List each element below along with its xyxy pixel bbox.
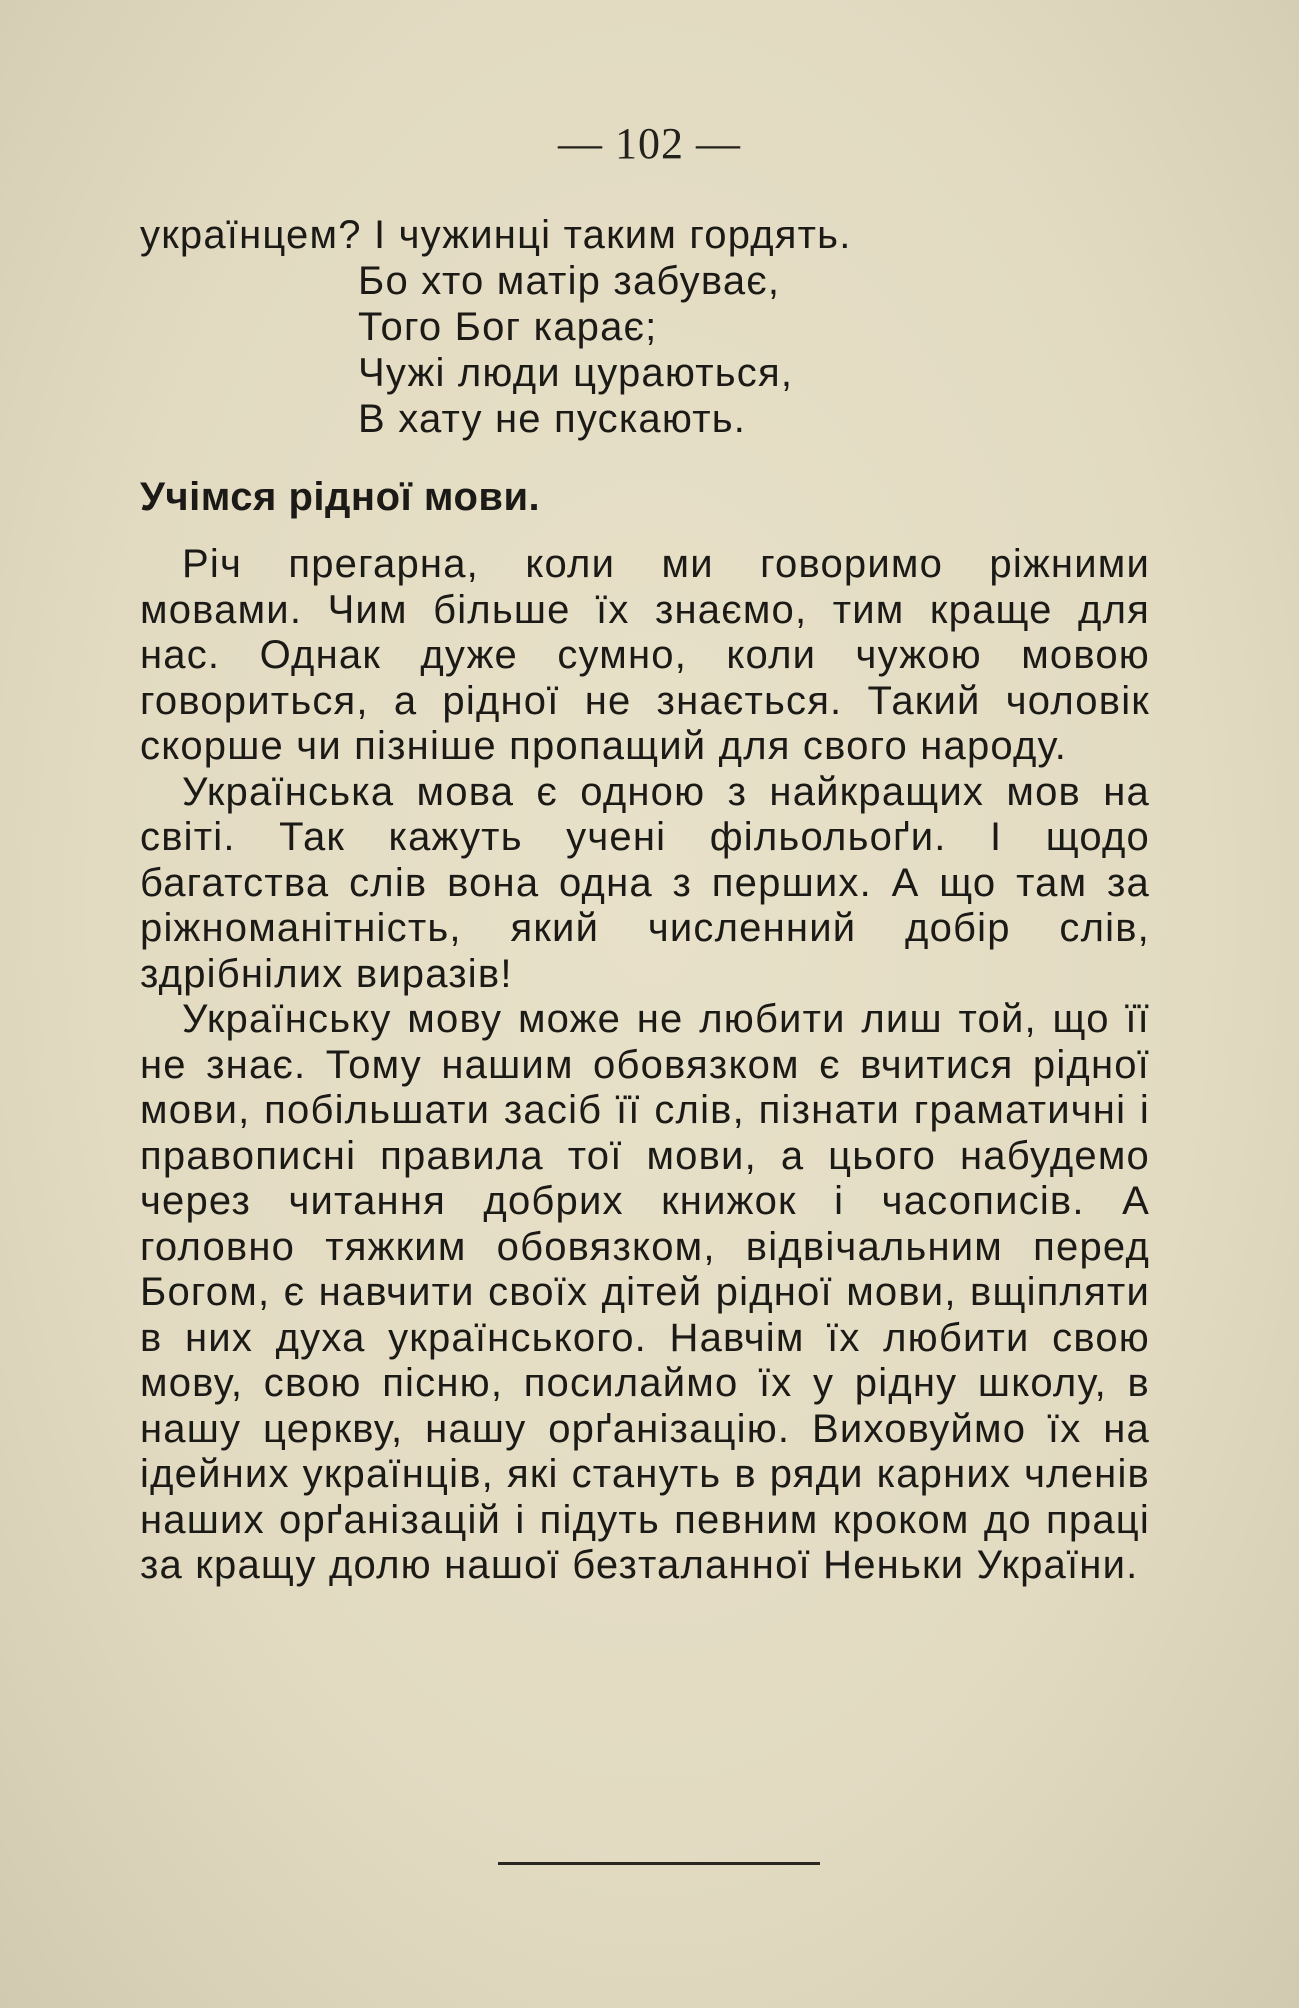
continued-line: українцем? І чужинці таким гордять. — [140, 213, 852, 257]
section-divider — [498, 1862, 820, 1865]
paragraph: Українська мова є одною з найкращих мов на світі. Так кажуть учені фільольоґи. І щодо багатства слів вона одна з перших. А що там за ріжноманітність, який численний добір слів, здрібнілих виразів! — [140, 769, 1150, 996]
page-number: — 102 — — [558, 119, 741, 168]
poem-line: Того Бог карає; — [358, 305, 658, 349]
paragraph: Річ прегарна, коли ми говоримо ріжними мовами. Чим більше їх знаємо, тим краще для нас. Однак дуже сумно, коли чужою мовою говориться, а рідної не знається. Такий чоловік скорше чи пізніше пропащий для свого народу. — [140, 542, 1150, 768]
page-text — [140, 212, 1150, 1589]
poem-line: Чужі люди цураються, — [358, 351, 794, 395]
section-heading: Учімся рідної мови. — [140, 475, 541, 519]
poem-line: В хату не пускають. — [358, 397, 747, 441]
paragraph: Українську мову може не любити лиш той, що її не знає. Тому нашим обовязком є вчитися рідної мови, побільшати засіб її слів, пізнати граматичні і правописні правила тої мови, а цього набудемо через читання добрих книжок і часописів. А головно тяжким обовязком, відвічальним перед Богом, є навчити своїх дітей рідної мови, вщіпляти в них духа українського. Навчім їх любити свою мову, свою пісню, посилаймо їх у рідну школу, в нашу церкву, нашу орґанізацію. Виховуймо їх на ідейних українців, які стануть в ряди карних членів наших орґанізацій і підуть певним кроком до праці за кращу долю нашої безталанної Неньки України. — [140, 997, 1150, 1587]
poem-line: Бо хто матір забуває, — [358, 259, 781, 303]
poem-stanza — [358, 258, 1150, 442]
